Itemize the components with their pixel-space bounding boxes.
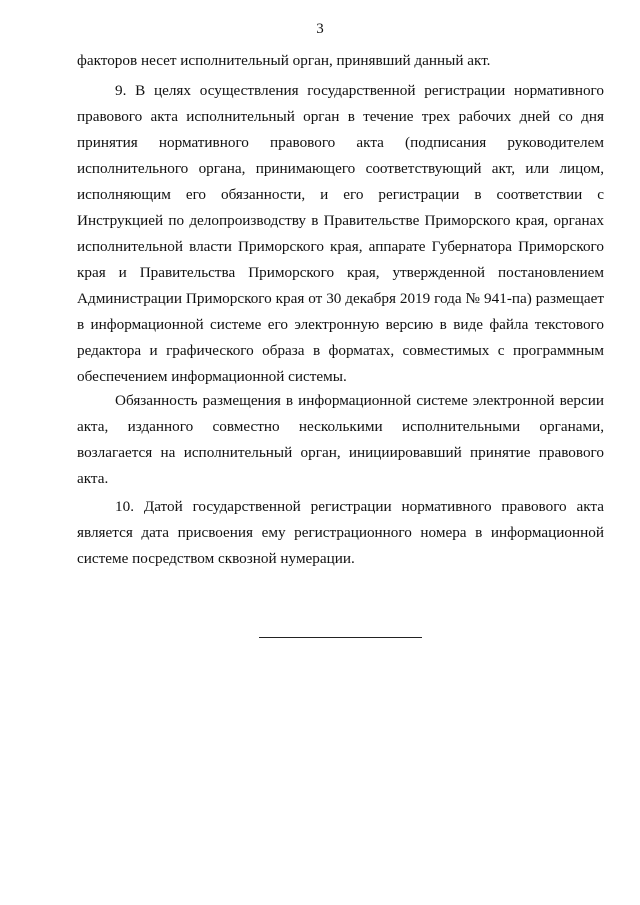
page-number: 3 <box>316 21 324 37</box>
end-divider-line <box>259 637 422 638</box>
paragraph-item-9: 9. В целях осуществления государственной регистрации нормативного правового акта исполнительный орган в течение трех рабочих дней со дня принятия нормативного правового акта (подписания руководителем исполнительного органа, принимающего соответствующий акт, или лицом, исполняющим его обязанности, и его регистрации в соответствии с Инструкцией по делопроизводству в Правительстве Приморского края, органах исполнительной власти Приморского края, аппарате Губернатора Приморского края и Правительства Приморского края, утвержденной постановлением Администрации Приморского края от 30 декабря 2019 года № 941-па) размещает в информационной системе его электронную версию в виде файла текстового редактора и графического образа в форматах, совместимых с программным обеспечением информационной системы. <box>77 82 604 385</box>
paragraph-obligation: Обязанность размещения в информационной системе электронной версии акта, изданного совместно несколькими исполнительными органами, возлагается на исполнительный орган, инициировавший принятие правового акта. <box>77 392 604 487</box>
paragraph-continuation: факторов несет исполнительный орган, принявший данный акт. <box>77 52 491 69</box>
paragraph-item-10: 10. Датой государственной регистрации нормативного правового акта является дата присвоения ему регистрационного номера в информационной системе посредством сквозной нумерации. <box>77 498 604 567</box>
